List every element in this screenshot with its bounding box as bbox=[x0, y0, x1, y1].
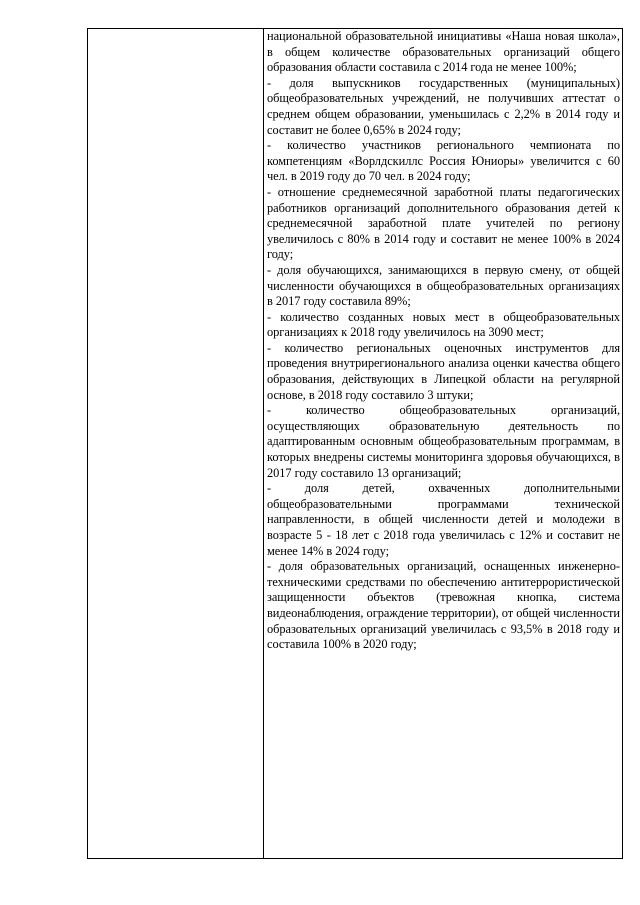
paragraph-adapted-programs: - количество общеобразовательных организаций, осуществляющих образовательную деятельность по адаптированным основным общеобразовательным программам, в которых внедрены системы мониторинга здоровья обучающихся, в 2017 году составило 13 организаций; bbox=[267, 403, 620, 480]
paragraph-graduates: - доля выпускников государственных (муниципальных) общеобразовательных учреждений, не получивших аттестат о среднем общем образовании, уменьшилась с 2,2% в 2014 году и составит не более 0,65% в 2024 году; bbox=[267, 75, 620, 137]
right-cell bbox=[264, 29, 623, 859]
paragraph-new-places: - количество созданных новых мест в общеобразовательных организациях к 2018 году увеличилось на 3090 мест; bbox=[267, 309, 620, 340]
left-cell bbox=[88, 29, 264, 859]
paragraph-assessment-tools: - количество региональных оценочных инструментов для проведения внутрирегионального анализа оценки качества общего образования, действующих в Липецкой области на регулярной основе, в 2018 году составило 3 штуки; bbox=[267, 340, 620, 402]
paragraph-salary: - отношение среднемесячной заработной платы педагогических работников организаций дополнительного образования детей к среднемесячной заработной плате учителей по региону увеличилось с 80% в 2014 году и составит не менее 100% в 2024 году; bbox=[267, 184, 620, 262]
table-row bbox=[88, 29, 623, 859]
paragraph-worldskills: - количество участников регионального чемпионата по компетенциям «Ворлдскиллс Россия Юниоры» увеличится с 60 чел. в 2019 году до 70 чел. в 2024 году; bbox=[267, 138, 620, 184]
paragraph-initiative: национальной образовательной инициативы «Наша новая школа», в общем количестве образовательных организаций общего образования области составила с 2014 года не менее 100%; bbox=[267, 29, 620, 75]
paragraph-security: - доля образовательных организаций, оснащенных инженерно-техническими средствами по обеспечению антитеррористической защищенности объектов (тревожная кнопка, система видеонаблюдения, ограждение территории), от общей численности образовательных организаций увеличилась с 93,5% в 2018 году и составила 100% в 2020 году; bbox=[267, 559, 620, 652]
document-table bbox=[87, 28, 623, 859]
paragraph-technical-education: - доля детей, охваченных дополнительными общеобразовательными программами технической направленности, в общей численности детей и молодежи в возрасте 5 - 18 лет с 2018 года увеличилась с 12% и составит не менее 14% в 2024 году; bbox=[267, 481, 620, 558]
paragraph-first-shift: - доля обучающихся, занимающихся в первую смену, от общей численности обучающихся в общеобразовательных организациях в 2017 году составила 89%; bbox=[267, 262, 620, 309]
